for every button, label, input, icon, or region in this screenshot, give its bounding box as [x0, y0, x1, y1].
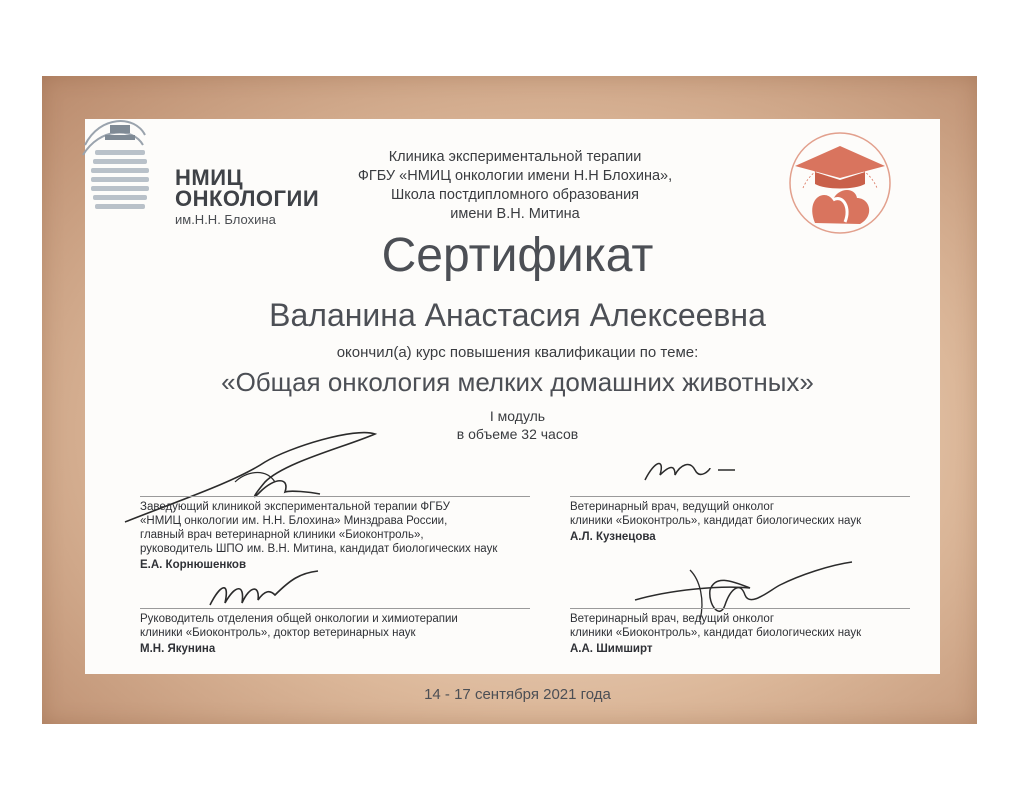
header-line-4: имени В.Н. Митина — [450, 206, 580, 222]
signatory-4 — [570, 608, 910, 656]
course-dates: 14 - 17 сентября 2021 года — [424, 686, 611, 703]
signatory-2 — [570, 496, 910, 544]
header-line-1: Клиника экспериментальной терапии — [388, 149, 642, 165]
issuer-header — [300, 148, 730, 224]
logo-line-1: НМИЦ — [175, 165, 244, 190]
logo-line-2: ОНКОЛОГИИ — [175, 186, 320, 211]
signatory-4-title-1: Ветеринарный врач, ведущий онколог — [570, 613, 775, 625]
logo-line-3: им.Н.Н. Блохина — [175, 212, 276, 227]
signatory-2-name: А.Л. Кузнецова — [570, 531, 656, 543]
signatory-1-title-2: «НМИЦ онкологии им. Н.Н. Блохина» Минздрава России, — [140, 515, 448, 527]
signature-line-3 — [140, 608, 530, 609]
signatory-1-title-4: руководитель ШПО им. В.Н. Митина, кандидат биологических наук — [140, 543, 498, 555]
signatory-1 — [140, 496, 530, 572]
signatory-3 — [140, 608, 530, 656]
signature-kuznetsova-icon — [640, 450, 740, 490]
module-label: I модуль — [489, 408, 546, 424]
signatory-2-title-2: клиники «Биоконтроль», кандидат биологических наук — [570, 515, 862, 527]
course-title: «Общая онкология мелких домашних животных» — [221, 367, 814, 397]
nmic-oncology-logo-icon — [65, 105, 165, 223]
header-line-2: ФГБУ «НМИЦ онкологии имени Н.Н Блохина», — [357, 168, 673, 184]
logo-left-text — [175, 167, 319, 227]
certificate-title: Сертификат — [381, 229, 654, 282]
completion-statement: окончил(а) курс повышения квалификации по теме: — [336, 344, 699, 361]
signatory-4-name: А.А. Шимширт — [570, 643, 653, 655]
signatory-1-title-3: главный врач ветеринарной клиники «Биоконтроль», — [140, 529, 424, 541]
signatory-3-title-2: клиники «Биоконтроль», доктор ветеринарных наук — [140, 627, 416, 639]
school-seal-logo-icon — [785, 128, 895, 238]
signatory-3-name: М.Н. Якунина — [140, 643, 216, 655]
signatory-1-name: Е.А. Корнюшенков — [140, 559, 247, 571]
signatory-2-title-1: Ветеринарный врач, ведущий онколог — [570, 501, 775, 513]
hours-label: в объеме 32 часов — [456, 426, 579, 442]
signatory-3-title-1: Руководитель отделения общей онкологии и химиотерапии — [140, 613, 458, 625]
signature-line-1 — [140, 496, 530, 497]
recipient-name: Валанина Анастасия Алексеевна — [269, 297, 766, 333]
signature-line-4 — [570, 608, 910, 609]
signatory-4-title-2: клиники «Биоконтроль», кандидат биологических наук — [570, 627, 862, 639]
signatory-1-title-1: Заведующий клиникой экспериментальной терапии ФГБУ — [140, 501, 450, 513]
signature-line-2 — [570, 496, 910, 497]
header-line-3: Школа постдипломного образования — [390, 187, 640, 203]
